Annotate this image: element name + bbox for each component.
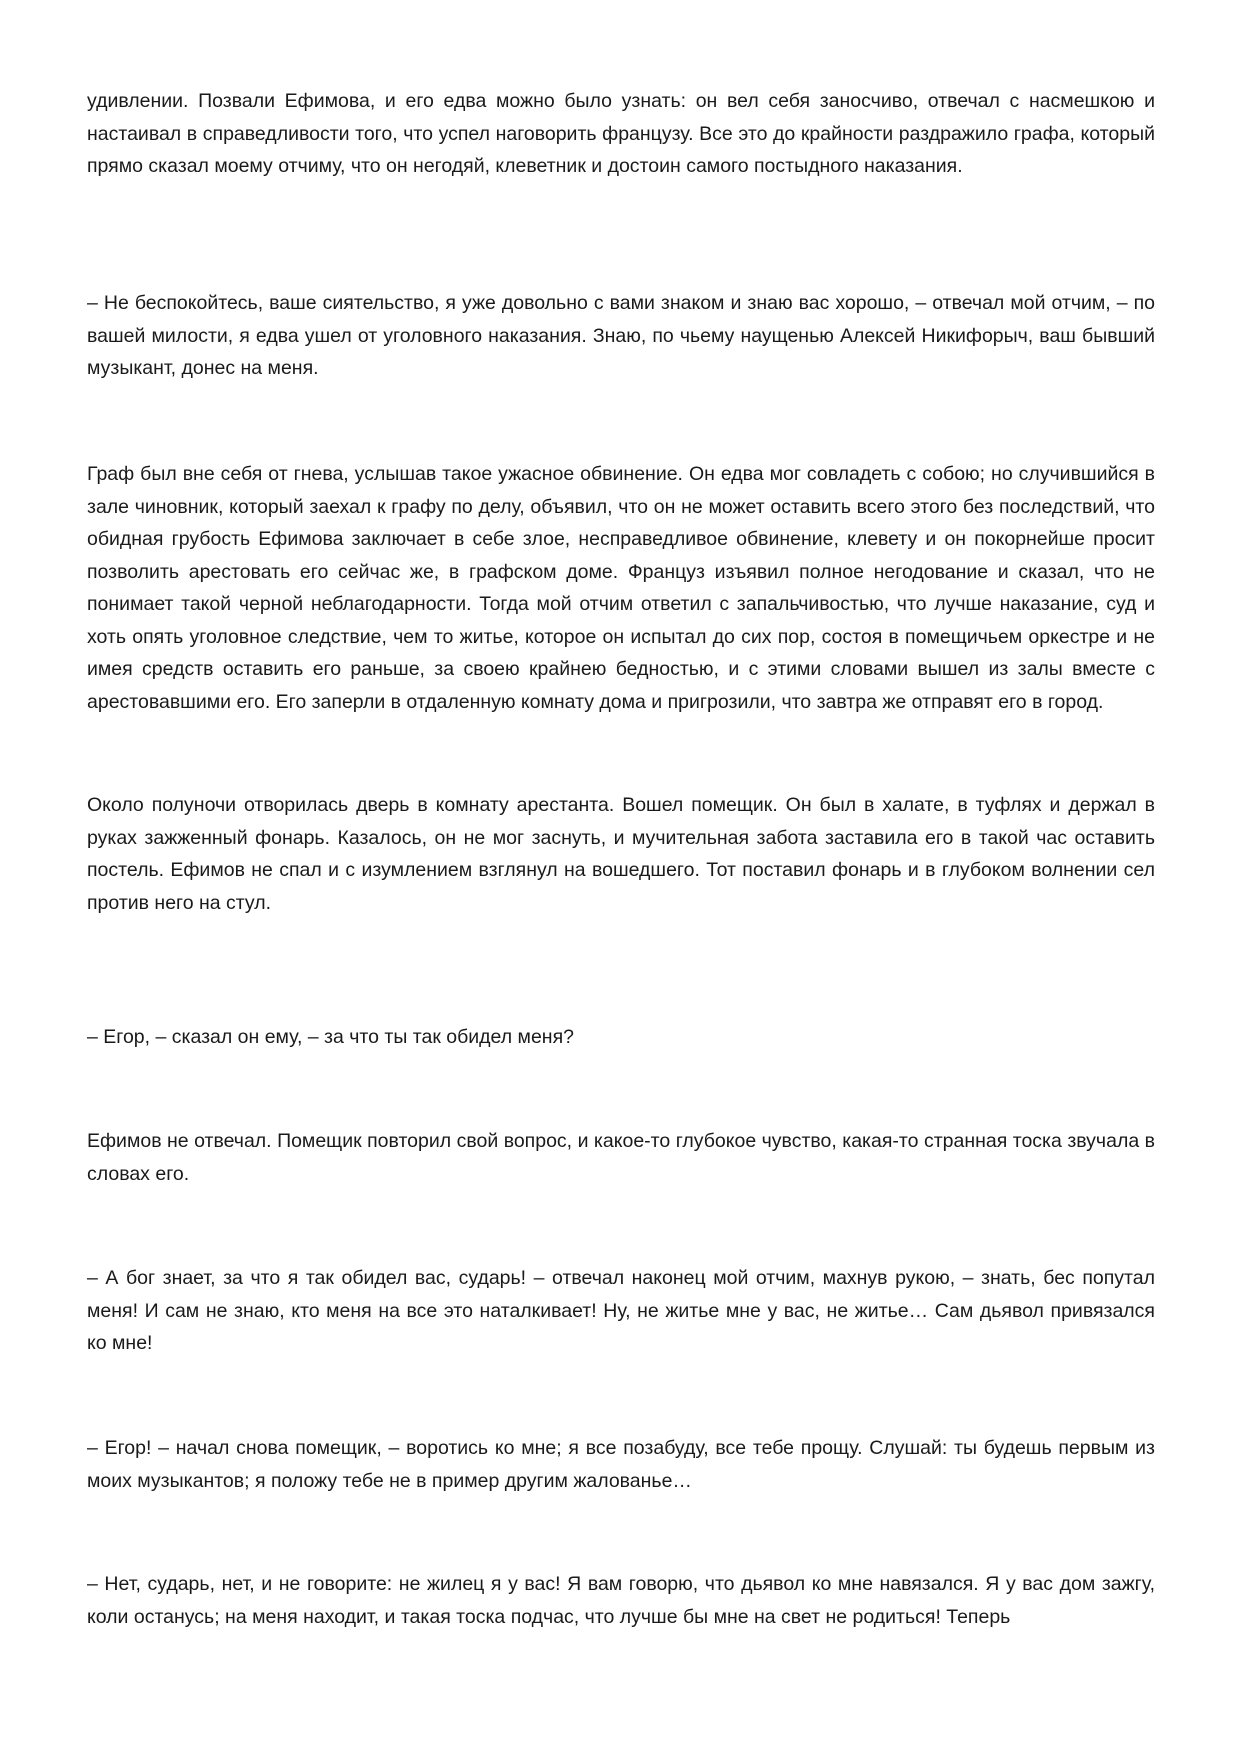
paragraph-2: – Не беспокойтесь, ваше сиятельство, я уже довольно с вами знаком и знаю вас хорошо, – отвечал мой отчим, – по вашей милости, я едва ушел от уголовного наказания. Знаю, по чьему наущенью Алексей Никифорыч, ваш бывший музыкант, донес на меня. [87, 292, 1155, 379]
paragraph-5: – Егор, – сказал он ему, – за что ты так обидел меня? [87, 1026, 574, 1048]
paragraph-7: – А бог знает, за что я так обидел вас, сударь! – отвечал наконец мой отчим, махнув рукою, – знать, бес попутал меня! И сам не знаю, кто меня на все это наталкивает! Ну, не житье мне у вас, не житье… Сам дьявол привязался ко мне! [87, 1267, 1155, 1354]
paragraph-4: Около полуночи отворилась дверь в комнату арестанта. Вошел помещик. Он был в халате, в туфлях и держал в руках зажженный фонарь. Казалось, он не мог заснуть, и мучительная забота заставила его в такой час оставить постель. Ефимов не спал и с изумлением взглянул на вошедшего. Тот поставил фонарь и в глубоком волнении сел против него на стул. [87, 794, 1155, 914]
paragraph-3: Граф был вне себя от гнева, услышав такое ужасное обвинение. Он едва мог совладеть с собою; но случившийся в зале чиновник, который заехал к графу по делу, объявил, что он не может оставить всего этого без последствий, что обидная грубость Ефимова заключает в себе злое, несправедливое обвинение, клевету и он покорнейше просит позволить арестовать его сейчас же, в графском доме. Француз изъявил полное негодование и сказал, что не понимает такой черной неблагодарности. Тогда мой отчим ответил с запальчивостью, что лучше наказание, суд и хоть опять уголовное следствие, чем то житье, которое он испытал до сих пор, состоя в помещичьем оркестре и не имея средств оставить его раньше, за своею крайнею бедностью, и с этими словами вышел из залы вместе с арестовавшими его. Его заперли в отдаленную комнату дома и пригрозили, что завтра же отправят его в город. [87, 463, 1155, 713]
paragraph-6: Ефимов не отвечал. Помещик повторил свой вопрос, и какое-то глубокое чувство, какая-то странная тоска звучала в словах его. [87, 1130, 1155, 1185]
paragraph-8: – Егор! – начал снова помещик, – воротись ко мне; я все позабуду, все тебе прощу. Слушай: ты будешь первым из моих музыкантов; я положу тебе не в пример другим жалованье… [87, 1437, 1155, 1492]
paragraph-9: – Нет, сударь, нет, и не говорите: не жилец я у вас! Я вам говорю, что дьявол ко мне навязался. Я у вас дом зажгу, коли останусь; на меня находит, и такая тоска подчас, что лучше бы мне на свет не родиться! Теперь [87, 1573, 1155, 1628]
paragraph-1: удивлении. Позвали Ефимова, и его едва можно было узнать: он вел себя заносчиво, отвечал с насмешкою и настаивал в справедливости того, что успел наговорить французу. Все это до крайности раздражило графа, который прямо сказал моему отчиму, что он негодяй, клеветник и достоин самого постыдного наказания. [87, 90, 1155, 177]
